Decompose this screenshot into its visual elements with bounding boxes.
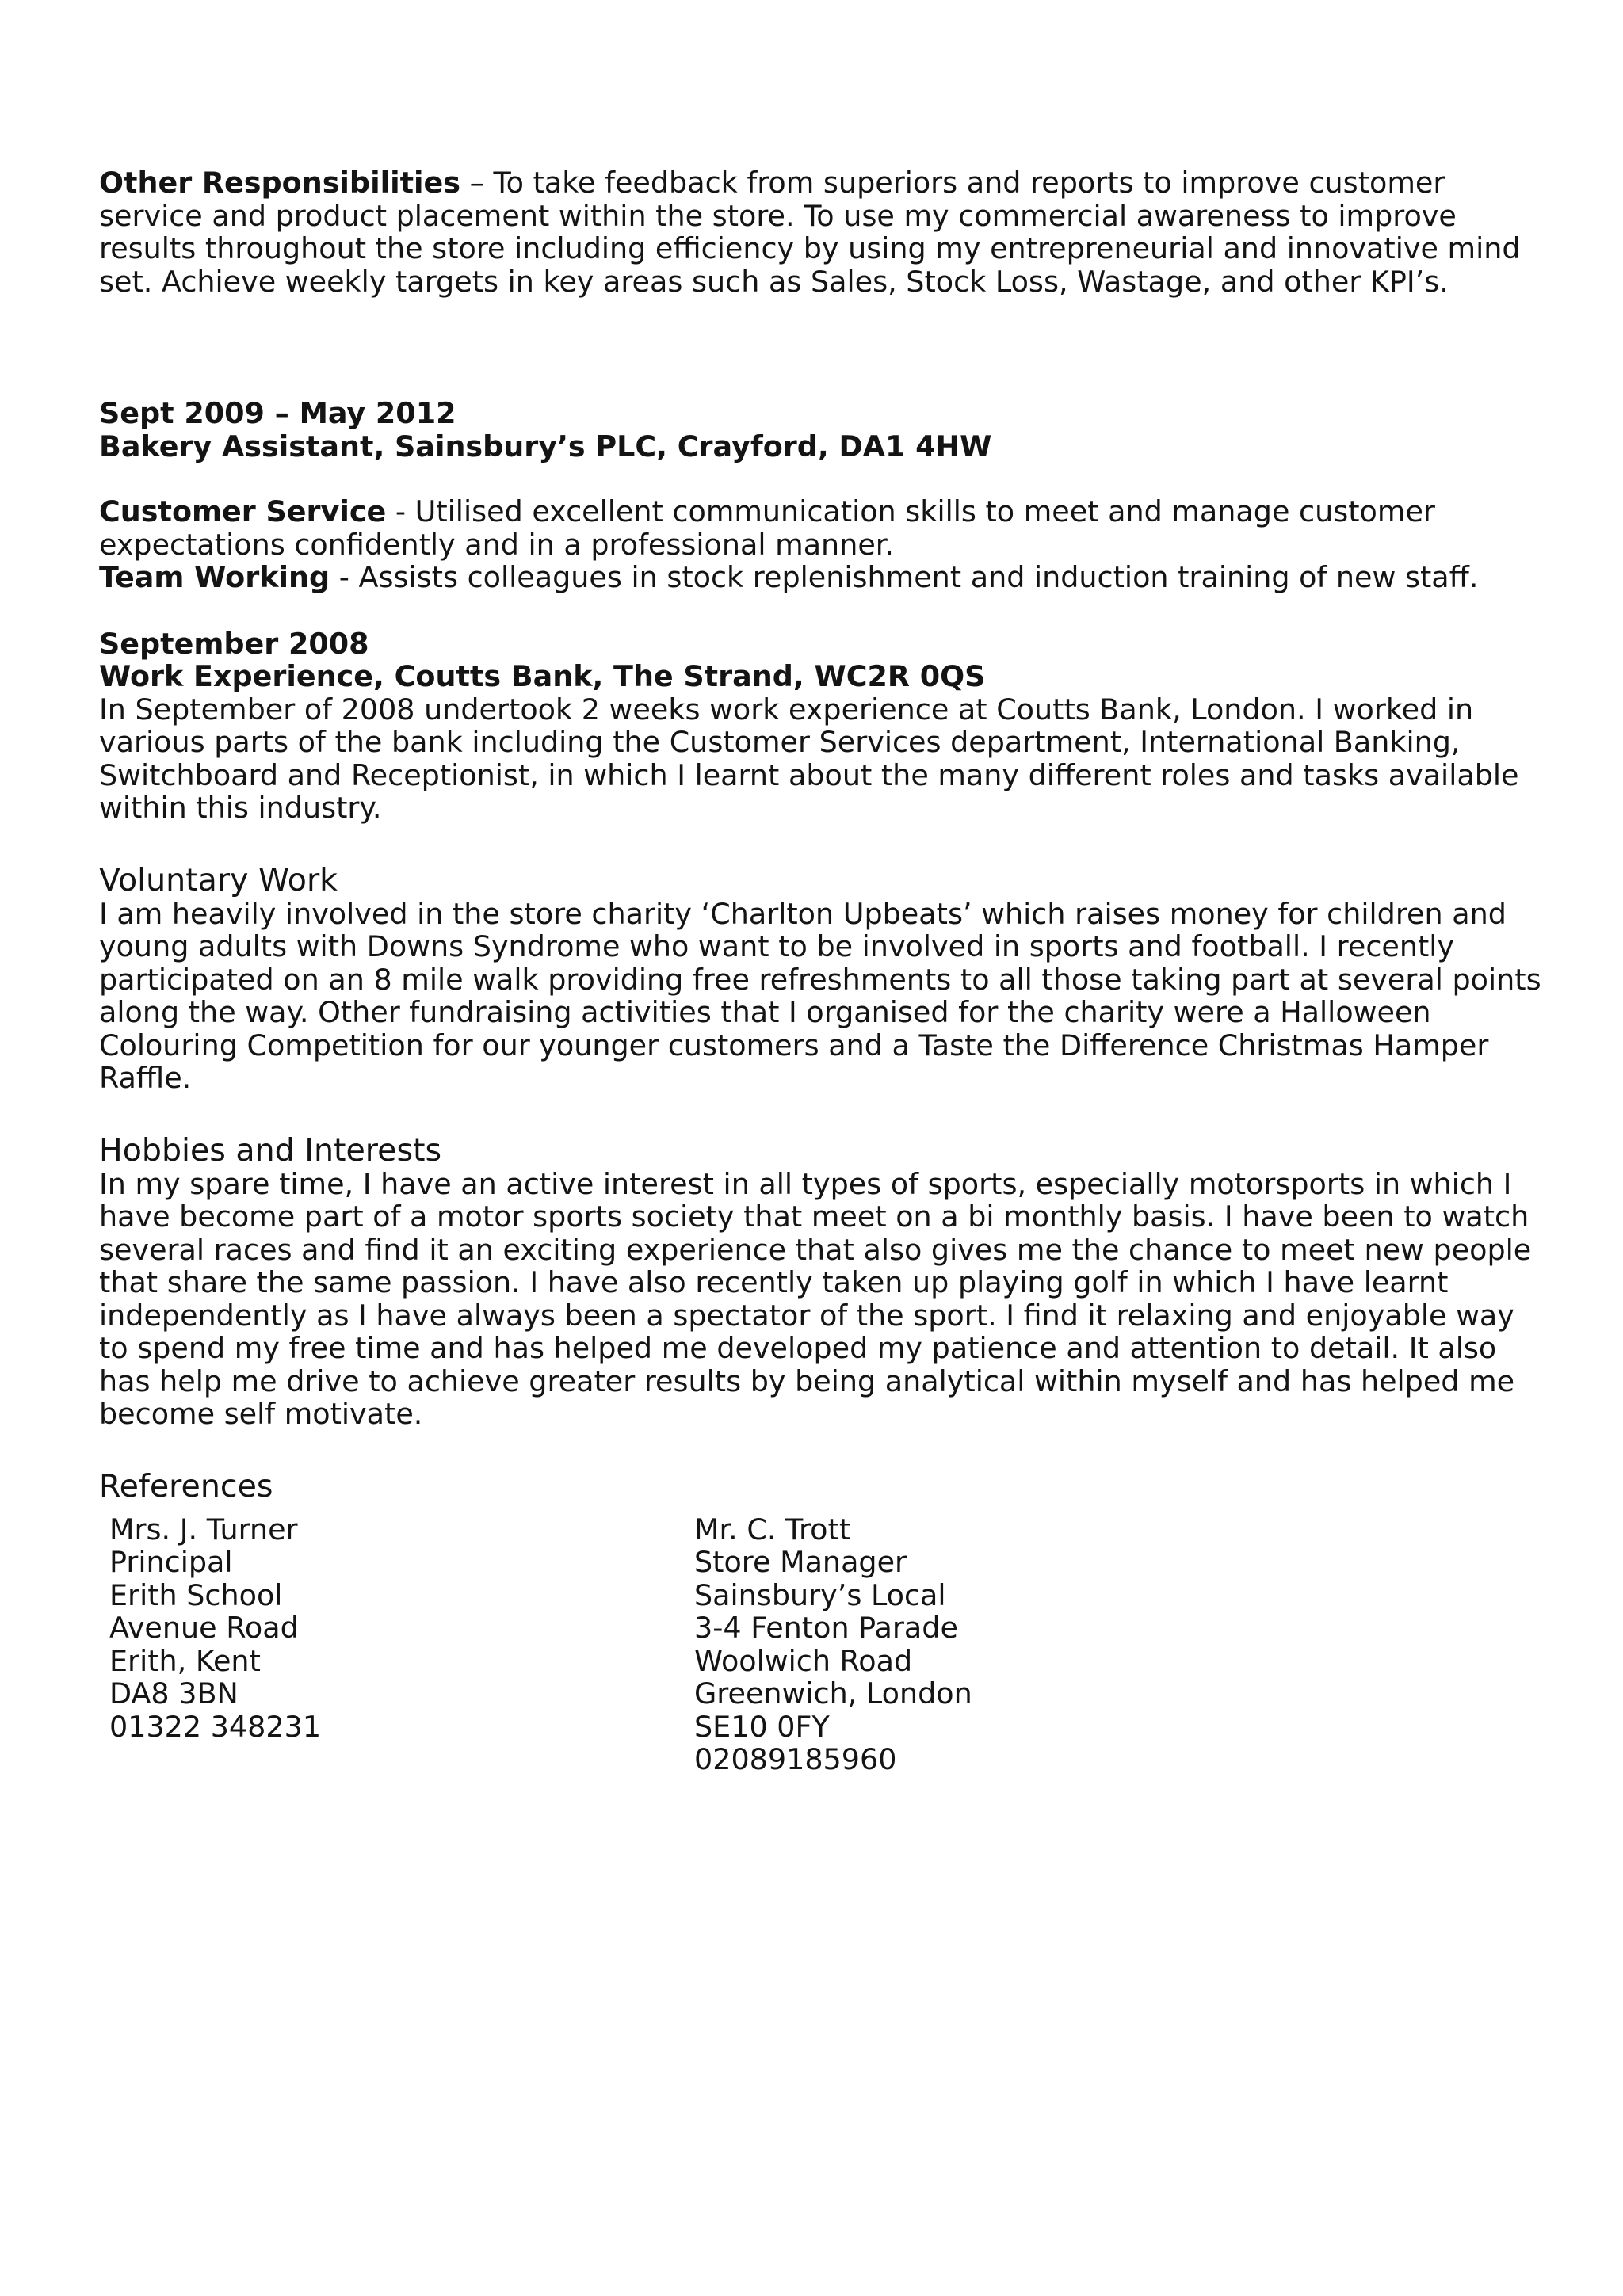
other-responsibilities-label: Other Responsibilities xyxy=(99,166,461,200)
team-working-text: - Assists colleagues in stock replenishment and induction training of new staff. xyxy=(330,560,1479,594)
team-working-paragraph xyxy=(99,561,1549,594)
coutts-job-title: Work Experience, Coutts Bank, The Strand, WC2R 0QS xyxy=(99,659,986,693)
sainsburys-job-title: Bakery Assistant, Sainsbury’s PLC, Crayford, DA1 4HW xyxy=(99,429,992,463)
hobbies-heading: Hobbies and Interests xyxy=(99,1131,442,1169)
reference-right-line: 02089185960 xyxy=(694,1742,897,1776)
team-working-label: Team Working xyxy=(99,560,330,594)
voluntary-work-heading: Voluntary Work xyxy=(99,861,338,898)
reference-right-line: Store Manager xyxy=(694,1545,907,1579)
references-block xyxy=(109,1513,1549,1776)
reference-left-line: Principal xyxy=(109,1545,233,1579)
customer-service-label: Customer Service xyxy=(99,494,387,528)
reference-right-line: Woolwich Road xyxy=(694,1643,913,1678)
reference-right-line: Sainsbury’s Local xyxy=(694,1577,946,1612)
sainsburys-job-dates: Sept 2009 – May 2012 xyxy=(99,396,456,430)
reference-left-line: Erith, Kent xyxy=(109,1643,261,1678)
reference-left-line: Erith School xyxy=(109,1577,283,1612)
reference-left-line: Mrs. J. Turner xyxy=(109,1512,298,1547)
references-heading: References xyxy=(99,1467,273,1505)
coutts-job-description: In September of 2008 undertook 2 weeks work experience at Coutts Bank, London. I worked in various parts of the bank including the Customer Services department, International Banking, Switchboard and Receptionist, in which I learnt about the many different roles and tasks available within this industry. xyxy=(99,692,1519,825)
other-responsibilities-paragraph xyxy=(99,166,1549,298)
coutts-job-dates: September 2008 xyxy=(99,626,369,661)
reference-right-line: SE10 0FY xyxy=(694,1709,830,1744)
voluntary-work-text: I am heavily involved in the store charity ‘Charlton Upbeats’ which raises money for children and young adults with Downs Syndrome who want to be involved in sports and football. I recently participated on an 8 mile walk providing free refreshments to all those taking part at several points along the way. Other fundraising activities that I organised for the charity were a Halloween Colouring Competition for our younger customers and a Taste the Difference Christmas Hamper Raffle. xyxy=(99,896,1541,1095)
reference-left-line: 01322 348231 xyxy=(109,1709,322,1744)
reference-right-line: 3-4 Fenton Parade xyxy=(694,1611,958,1645)
reference-right xyxy=(694,1513,972,1776)
reference-right-line: Greenwich, London xyxy=(694,1676,972,1711)
hobbies-text: In my spare time, I have an active interest in all types of sports, especially motorsports in which I have become part of a motor sports society that meet on a bi monthly basis. I have been to watch several races and find it an exciting experience that also gives me the chance to meet new people that share the same passion. I have also recently taken up playing golf in which I have learnt independently as I have always been a spectator of the sport. I find it relaxing and enjoyable way to spend my free time and has helped me developed my patience and attention to detail. It also has help me drive to achieve greater results by being analytical within myself and has helped me become self motivate. xyxy=(99,1166,1532,1431)
reference-right-line: Mr. C. Trott xyxy=(694,1512,851,1547)
reference-left xyxy=(109,1513,694,1776)
cv-page xyxy=(99,166,1549,1776)
reference-left-line: DA8 3BN xyxy=(109,1676,239,1711)
customer-service-paragraph xyxy=(99,495,1549,561)
reference-left-line: Avenue Road xyxy=(109,1611,299,1645)
customer-service-text: - Utilised excellent communication skills to meet and manage customer expectations confidently and in a professional manner. xyxy=(99,494,1435,562)
other-responsibilities-text: – To take feedback from superiors and reports to improve customer service and product placement within the store. To use my commercial awareness to improve results throughout the store including efficiency by using my entrepreneurial and innovative mind set. Achieve weekly targets in key areas such as Sales, Stock Loss, Wastage, and other KPI’s. xyxy=(99,166,1521,299)
